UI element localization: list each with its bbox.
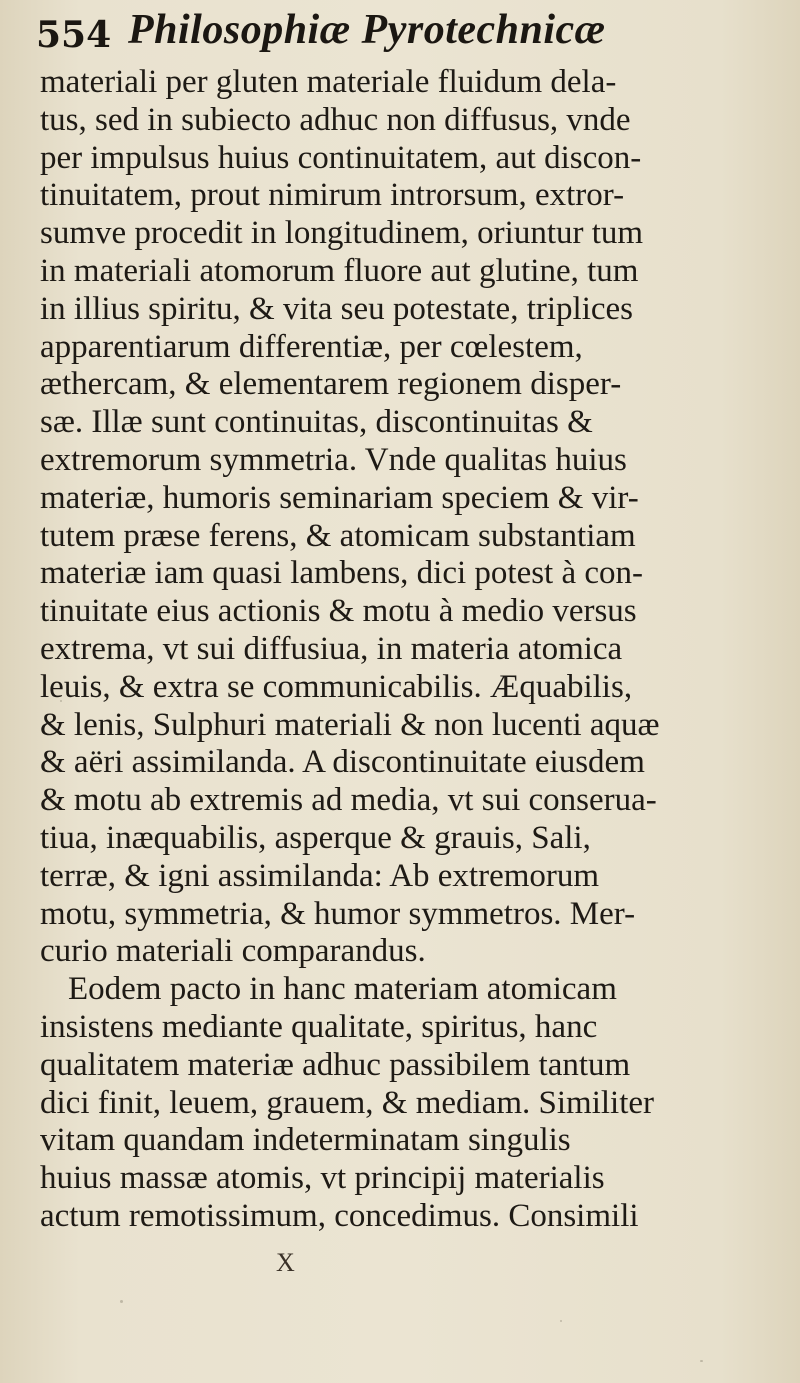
text-line: huius massæ atomis, vt principij materialis — [40, 1160, 605, 1197]
text-line: insistens mediante qualitate, spiritus, hanc — [40, 1008, 598, 1045]
text-line: apparentiarum differentiæ, per cœlestem, — [40, 328, 583, 365]
text-line: leuis, & extra se communicabilis. Æquabilis, — [40, 668, 633, 705]
signature-mark: X — [276, 1248, 295, 1277]
text-line: tutem præse ferens, & atomicam substantiam — [40, 517, 636, 554]
text-line: tinuitatem, prout nimirum introrsum, extror- — [40, 177, 625, 214]
text-line: terræ, & igni assimilanda: Ab extremorum — [40, 857, 600, 894]
text-line: curio materiali comparandus. — [40, 933, 426, 970]
page-header — [36, 0, 776, 68]
text-line: & motu ab extremis ad media, vt sui conserua- — [40, 782, 657, 819]
text-line: actum remotissimum, concedimus. Consimili — [40, 1197, 639, 1234]
text-line: motu, symmetria, & humor symmetros. Mer- — [40, 895, 636, 932]
text-line: per impulsus huius continuitatem, aut discon- — [40, 139, 642, 176]
text-line: æthercam, & elementarem regionem disper- — [40, 366, 622, 403]
text-line: tus, sed in subiecto adhuc non diffusus, vnde — [40, 101, 631, 138]
text-line: materiali per gluten materiale fluidum dela- — [40, 64, 617, 100]
page-number: 554 — [36, 14, 112, 56]
body-text — [40, 64, 770, 1236]
text-line: materiæ, humoris seminariam speciem & vir- — [40, 479, 639, 516]
text-line: in illius spiritu, & vita seu potestate, triplices — [40, 290, 634, 327]
text-line: vitam quandam indeterminatam singulis — [40, 1122, 571, 1159]
text-line: qualitatem materiæ adhuc passibilem tantum — [40, 1046, 631, 1083]
text-line: & lenis, Sulphuri materiali & non lucenti aquæ — [40, 706, 660, 743]
paragraph-start-line: Eodem pacto in hanc materiam atomicam — [68, 971, 617, 1008]
running-head: Philosophiæ Pyrotechnicæ — [128, 7, 606, 53]
text-line: sæ. Illæ sunt continuitas, discontinuitas & — [40, 404, 593, 441]
text-line: tinuitate eius actionis & motu à medio versus — [40, 593, 637, 630]
text-line: tiua, inæquabilis, asperque & grauis, Sali, — [40, 819, 591, 856]
text-line: in materiali atomorum fluore aut glutine, tum — [40, 252, 639, 289]
text-line: extremorum symmetria. Vnde qualitas huius — [40, 441, 627, 478]
text-line: & aëri assimilanda. A discontinuitate eiusdem — [40, 744, 645, 781]
text-line: dici finit, leuem, grauem, & mediam. Similiter — [40, 1084, 655, 1121]
text-line: extrema, vt sui diffusiua, in materia atomica — [40, 630, 623, 667]
text-line: sumve procedit in longitudinem, oriuntur tum — [40, 215, 644, 252]
text-line: materiæ iam quasi lambens, dici potest à con- — [40, 555, 644, 592]
